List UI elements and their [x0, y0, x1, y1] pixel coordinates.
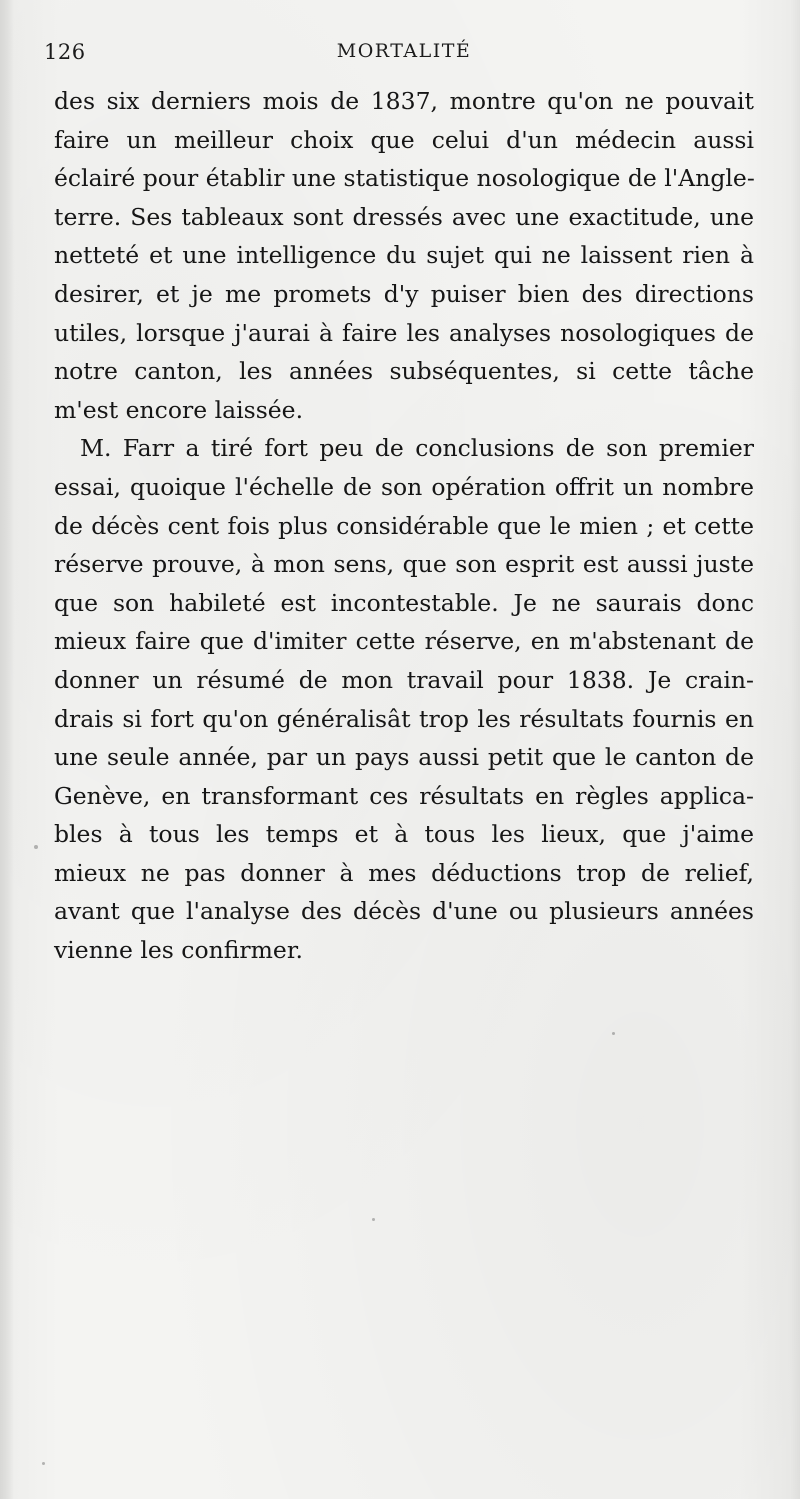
- text-line: m'est encore laissée.: [54, 395, 304, 424]
- text-line: une seule année, par un pays aussi petit que le canton de: [54, 743, 754, 772]
- text-line: éclairé pour établir une statistique nosologique de l'Angle-: [54, 164, 755, 193]
- text-line: de décès cent fois plus considérable que le mien ; et cette: [54, 511, 754, 540]
- paper-speck: [34, 845, 38, 849]
- text-line: netteté et une intelligence du sujet qui ne laissent rien à: [54, 241, 754, 270]
- text-line: réserve prouve, à mon sens, que son esprit est aussi juste: [54, 550, 754, 579]
- text-line: terre. Ses tableaux sont dressés avec une exactitude, une: [54, 202, 754, 231]
- text-line: vienne les confirmer.: [54, 936, 303, 965]
- text-line: que son habileté est incontestable. Je ne saurais donc: [54, 588, 754, 617]
- running-head: MORTALITÉ: [336, 40, 472, 62]
- text-line: mieux faire que d'imiter cette réserve, en m'abstenant de: [54, 627, 754, 656]
- paper-speck: [42, 1462, 45, 1465]
- paragraph-2: [54, 429, 754, 969]
- text-line: bles à tous les temps et à tous les lieux, que j'aime: [54, 820, 754, 849]
- text-line: avant que l'analyse des décès d'une ou plusieurs années: [54, 897, 754, 926]
- page-number: 126: [44, 40, 86, 64]
- page-header: [44, 40, 764, 68]
- text-line: M. Farr a tiré fort peu de conclusions de son premier: [80, 434, 754, 463]
- text-line: donner un résumé de mon travail pour 1838. Je crain-: [54, 665, 754, 694]
- text-line: faire un meilleur choix que celui d'un médecin aussi: [54, 125, 754, 154]
- text-line: notre canton, les années subséquentes, si cette tâche: [54, 357, 754, 386]
- text-line: mieux ne pas donner à mes déductions trop de relief,: [54, 858, 754, 887]
- body-text: [54, 82, 754, 970]
- text-line: desirer, et je me promets d'y puiser bien des directions: [54, 279, 754, 308]
- paragraph-1: [54, 82, 754, 429]
- text-line: Genève, en transformant ces résultats en règles applica-: [54, 781, 754, 810]
- text-line: utiles, lorsque j'aurai à faire les analyses nosologiques de: [54, 318, 754, 347]
- text-line: drais si fort qu'on généralisât trop les résultats fournis en: [54, 704, 754, 733]
- text-line: essai, quoique l'échelle de son opération offrit un nombre: [54, 472, 754, 501]
- page-gutter-shadow: [0, 0, 14, 1499]
- paper-speck: [372, 1218, 375, 1221]
- text-line: des six derniers mois de 1837, montre qu'on ne pouvait: [54, 87, 754, 115]
- paper-speck: [612, 1032, 615, 1035]
